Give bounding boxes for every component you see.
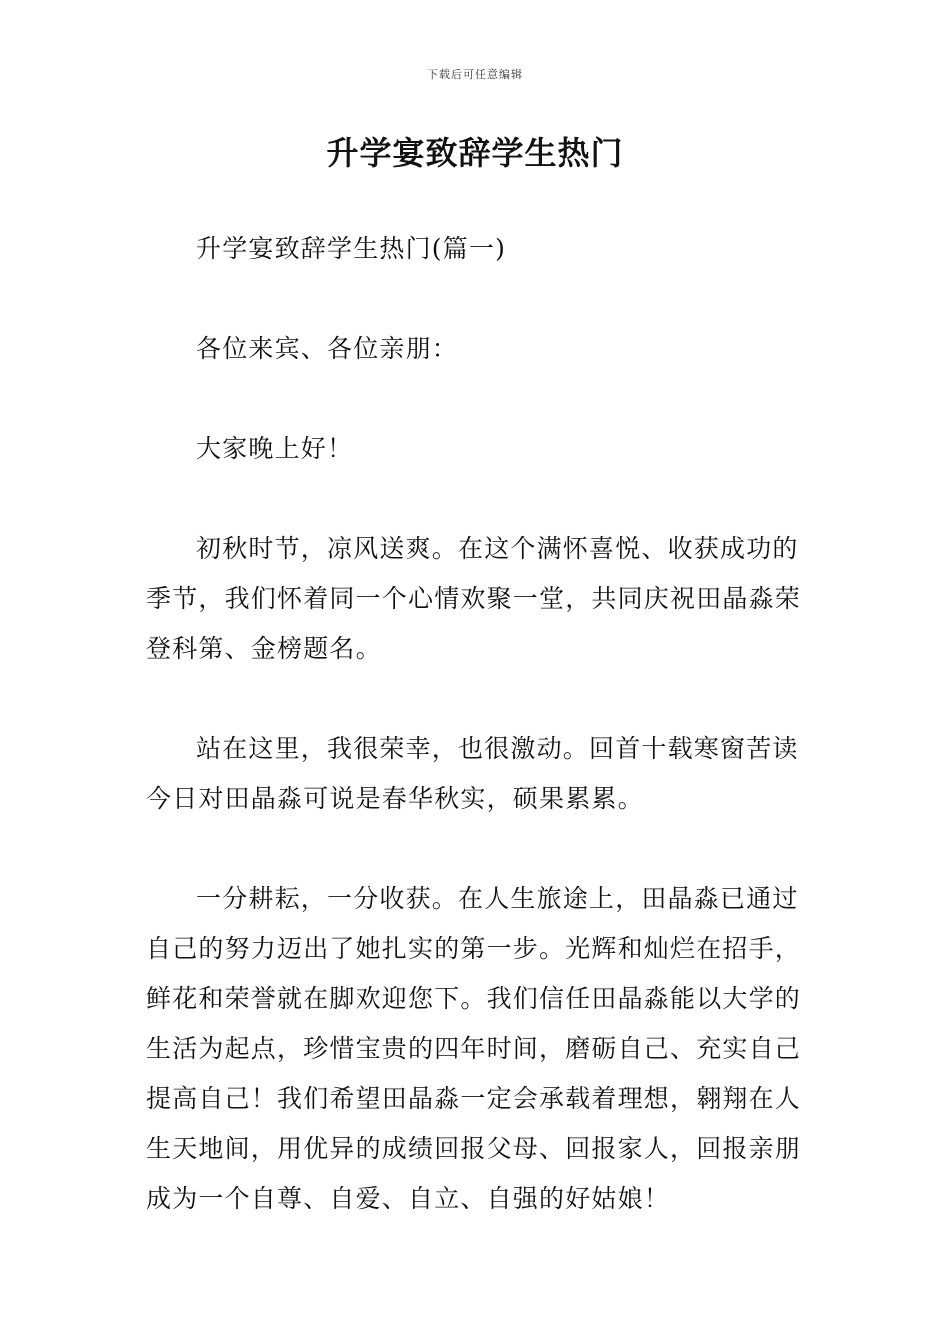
header-note: 下载后可任意编辑 [427,68,523,81]
paragraph-subtitle: 升学宴致辞学生热门(篇一) [196,234,507,263]
paragraph-salutation: 各位来宾、各位亲朋： [196,334,459,363]
paragraph-body-1: 初秋时节，凉风送爽。在这个满怀喜悦、收获成功的季节，我们怀着同一个心情欢聚一堂，共同庆祝田晶淼荣登科第、金榜题名。 [146,534,802,663]
paragraph-body-3: 一分耕耘，一分收获。在人生旅途上，田晶淼已通过自己的努力迈出了她扎实的第一步。光辉和灿烂在招手，鲜花和荣誉就在脚欢迎您下。我们信任田晶淼能以大学的生活为起点，珍惜宝贵的四年时间，磨砺自己、充实自己提高自己！我们希望田晶淼一定会承载着理想，翱翔在人生天地间，用优异的成绩回报父母、回报家人，回报亲朋成为一个自尊、自爱、自立、自强的好姑娘！ [146,884,802,1213]
paragraph-greeting: 大家晚上好！ [196,434,354,463]
paragraph-body-2: 站在这里，我很荣幸，也很激动。回首十载寒窗苦读今日对田晶淼可说是春华秋实，硕果累累。 [146,734,799,813]
document-title: 升学宴致辞学生热门 [326,134,624,172]
document-body [146,224,806,1274]
